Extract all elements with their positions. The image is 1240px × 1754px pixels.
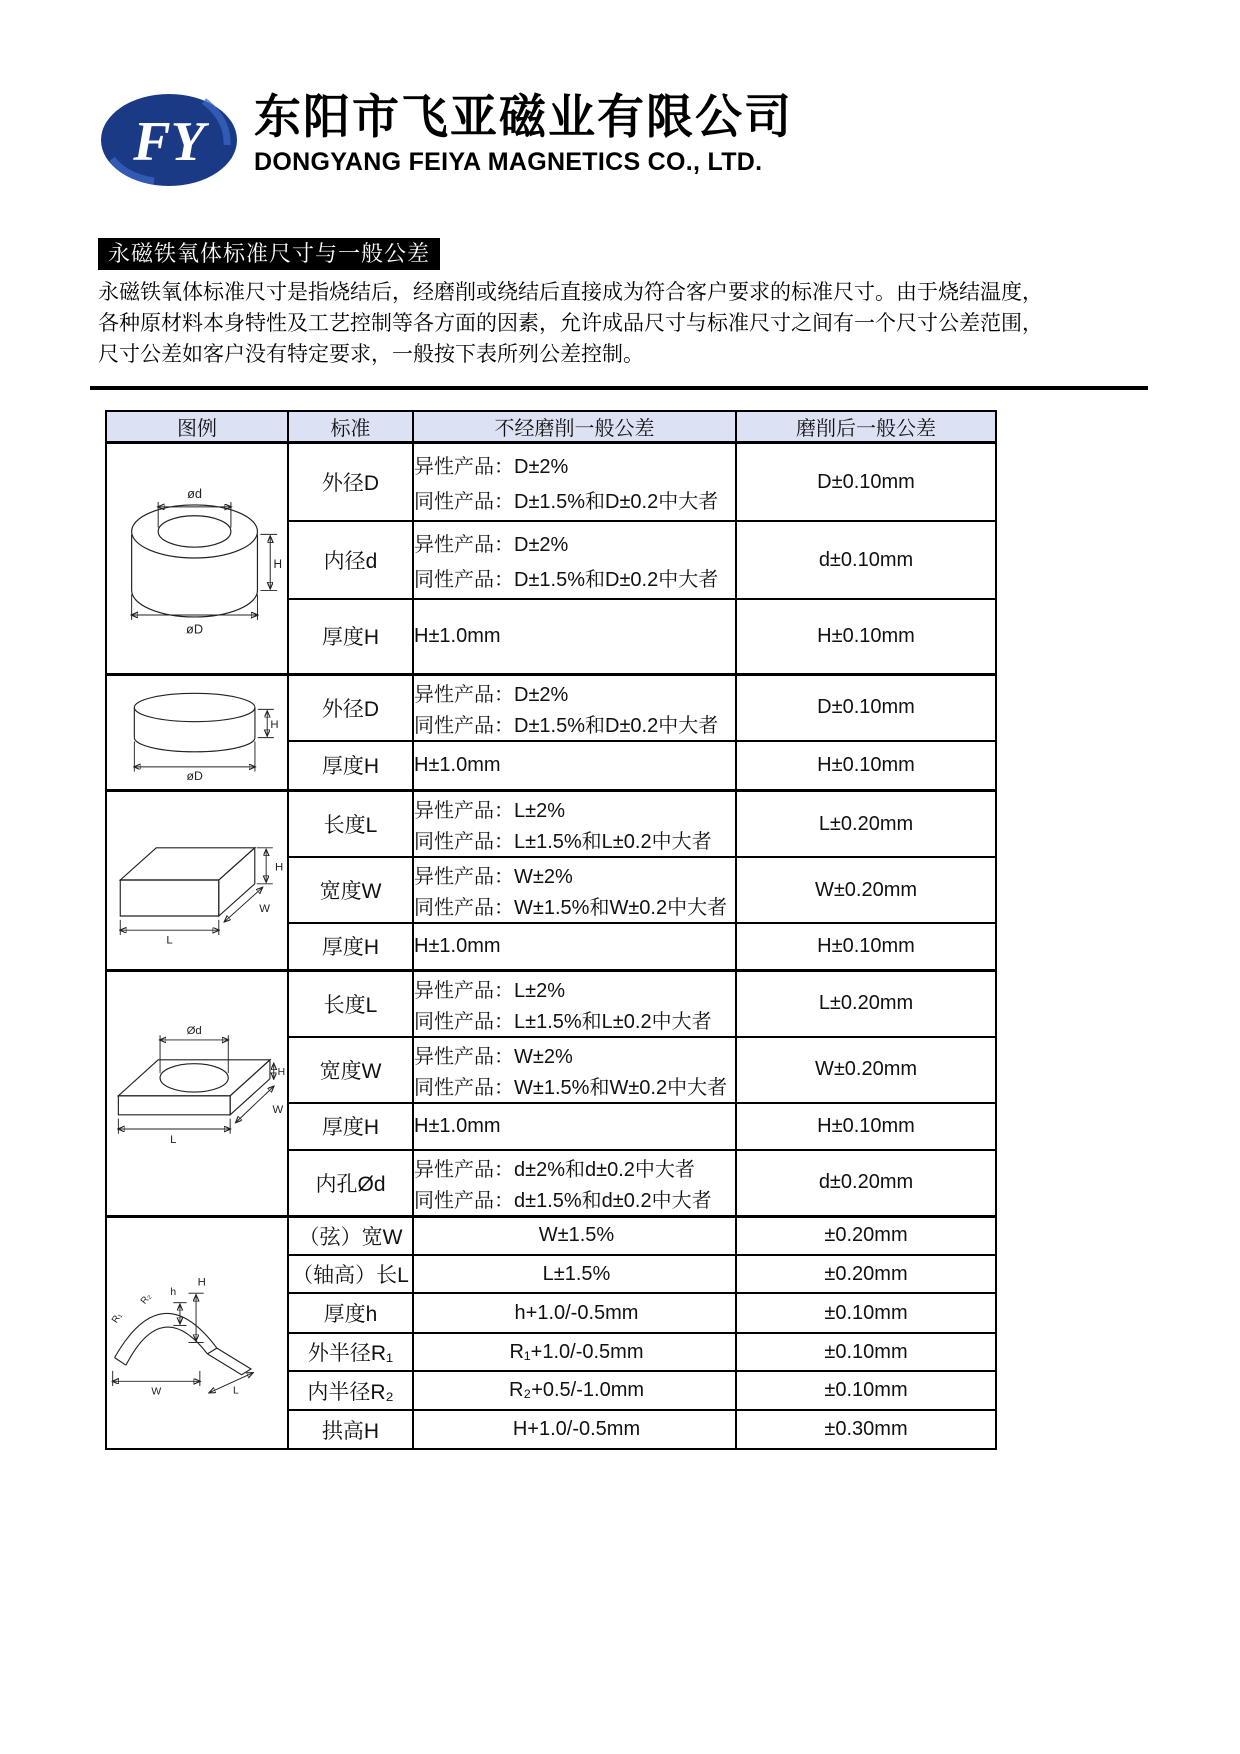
table-header-row <box>106 411 996 443</box>
ground-tolerance-cell: W±0.20mm <box>736 1037 996 1103</box>
header-standard: 标准 <box>288 411 413 443</box>
tolerance-line: 异性产品：L±2% <box>414 800 566 822</box>
dim-label-arch-height: H <box>197 1276 206 1289</box>
standard-label: 长度L <box>288 791 413 858</box>
tolerance-line: 同性产品：D±1.5%和D±0.2中大者 <box>414 714 719 737</box>
ground-tolerance-cell: L±0.20mm <box>736 970 996 1037</box>
dim-label-outer-diameter: øD <box>186 621 204 637</box>
standard-label: 长度L <box>288 970 413 1037</box>
dim-label-width: W <box>151 1386 162 1398</box>
dim-label-height: H <box>274 861 284 874</box>
dim-label-width: W <box>272 1103 284 1116</box>
standard-label: 外径D <box>288 674 413 741</box>
standard-label: 厚度H <box>288 1103 413 1150</box>
ground-tolerance-cell: H±0.10mm <box>736 923 996 970</box>
dim-label-length: L <box>166 934 173 947</box>
unground-tolerance-cell <box>413 857 736 923</box>
section-arc-segment <box>106 1216 996 1449</box>
ground-tolerance-cell: H±0.10mm <box>736 1103 996 1150</box>
standard-label: 拱高H <box>288 1410 413 1449</box>
ground-tolerance-cell: ±0.30mm <box>736 1410 996 1449</box>
intro-line-2: 各种原材料本身特性及工艺控制等各方面的因素，允许成品尺寸与标准尺寸之间有一个尺寸公差范围， <box>98 312 1043 335</box>
unground-tolerance-cell: R₂+0.5/-1.0mm <box>413 1371 736 1410</box>
ground-tolerance-cell: ±0.10mm <box>736 1293 996 1333</box>
horizontal-rule <box>90 386 1148 390</box>
dim-label-height: H <box>277 1067 286 1078</box>
table-row <box>106 1216 996 1255</box>
ground-tolerance-cell: L±0.20mm <box>736 791 996 858</box>
tolerance-line: 异性产品：W±2% <box>414 1045 573 1068</box>
dim-label-length: L <box>232 1385 239 1397</box>
unground-tolerance-cell <box>413 1150 736 1217</box>
dim-label-inner-radius: R₂ <box>138 1291 154 1307</box>
ground-tolerance-cell: D±0.10mm <box>736 674 996 741</box>
company-name-en: DONGYANG FEIYA MAGNETICS CO., LTD. <box>254 147 763 176</box>
table-row <box>106 443 996 522</box>
table-row <box>106 970 996 1037</box>
dim-label-outer-radius: R₁ <box>109 1310 125 1325</box>
unground-tolerance-cell: H+1.0/-0.5mm <box>413 1410 736 1449</box>
dim-label-width: W <box>259 903 270 916</box>
tolerance-line: 同性产品：W±1.5%和W±0.2中大者 <box>414 897 728 919</box>
tolerance-line: 异性产品：L±2% <box>414 979 566 1002</box>
unground-tolerance-cell <box>413 1103 736 1150</box>
block-with-hole-magnet-diagram <box>106 970 288 1216</box>
ground-tolerance-cell: W±0.20mm <box>736 857 996 923</box>
standard-label: 外半径R₁ <box>288 1333 413 1371</box>
tolerance-line: H±1.0mm <box>414 1114 501 1137</box>
logo-monogram: FY <box>133 111 205 173</box>
tolerance-line: 异性产品：D±2% <box>414 534 569 556</box>
ground-tolerance-cell: d±0.10mm <box>736 521 996 599</box>
tolerance-line: 异性产品：D±2% <box>414 456 569 478</box>
standard-label: 内半径R₂ <box>288 1371 413 1410</box>
unground-tolerance-cell <box>413 741 736 791</box>
standard-label: 外径D <box>288 443 413 522</box>
tolerance-line: 同性产品：W±1.5%和W±0.2中大者 <box>414 1076 728 1099</box>
tolerance-line: 同性产品：L±1.5%和L±0.2中大者 <box>414 1010 712 1033</box>
standard-label: 厚度H <box>288 741 413 791</box>
ring-magnet-diagram <box>106 443 288 675</box>
section-ring <box>106 443 996 675</box>
intro-line-1: 永磁铁氧体标准尺寸是指烧结后，经磨削或绕结后直接成为符合客户要求的标准尺寸。由于烧结温度， <box>98 281 1043 304</box>
dim-label-length: L <box>170 1134 177 1147</box>
standard-label: 内径d <box>288 521 413 599</box>
arc-segment-magnet-diagram <box>106 1216 288 1449</box>
intro-paragraph <box>98 277 1138 370</box>
block-magnet-diagram <box>106 791 288 971</box>
header-ground-tolerance: 磨削后一般公差 <box>736 411 996 443</box>
standard-label: 厚度H <box>288 599 413 674</box>
dim-label-inner-diameter: ød <box>187 486 202 502</box>
unground-tolerance-cell: R₁+1.0/-0.5mm <box>413 1333 736 1371</box>
tolerance-line: 同性产品：D±1.5%和D±0.2中大者 <box>414 569 719 591</box>
unground-tolerance-cell: h+1.0/-0.5mm <box>413 1293 736 1333</box>
tolerance-line: 同性产品：D±1.5%和D±0.2中大者 <box>414 491 719 513</box>
standard-label: 厚度h <box>288 1293 413 1333</box>
ground-tolerance-cell: ±0.10mm <box>736 1333 996 1371</box>
standard-label: 宽度W <box>288 857 413 923</box>
disc-magnet-diagram <box>106 674 288 791</box>
tolerance-line: 同性产品：L±1.5%和L±0.2中大者 <box>414 831 712 853</box>
company-header <box>100 90 793 187</box>
unground-tolerance-cell <box>413 923 736 970</box>
standard-label: （轴高）长L <box>288 1255 413 1293</box>
section-disc <box>106 674 996 791</box>
unground-tolerance-cell <box>413 599 736 674</box>
dim-label-height: H <box>270 719 279 732</box>
unground-tolerance-cell <box>413 674 736 741</box>
header-legend: 图例 <box>106 411 288 443</box>
table-row <box>106 674 996 741</box>
header-unground-tolerance: 不经磨削一般公差 <box>413 411 736 443</box>
tolerance-table <box>105 410 997 1450</box>
tolerance-line: 异性产品：W±2% <box>414 866 573 888</box>
tolerance-line: 同性产品：d±1.5%和d±0.2中大者 <box>414 1189 712 1212</box>
ground-tolerance-cell: ±0.20mm <box>736 1216 996 1255</box>
tolerance-line: 异性产品：D±2% <box>414 683 569 706</box>
ground-tolerance-cell: D±0.10mm <box>736 443 996 522</box>
section-title: 永磁铁氧体标准尺寸与一般公差 <box>98 238 440 270</box>
unground-tolerance-cell <box>413 1037 736 1103</box>
intro-line-3: 尺寸公差如客户没有特定要求，一般按下表所列公差控制。 <box>98 343 644 366</box>
standard-label: 厚度H <box>288 923 413 970</box>
section-block-with-hole <box>106 970 996 1216</box>
ground-tolerance-cell: H±0.10mm <box>736 741 996 791</box>
ground-tolerance-cell: d±0.20mm <box>736 1150 996 1217</box>
tolerance-line: 异性产品：d±2%和d±0.2中大者 <box>414 1158 695 1181</box>
ground-tolerance-cell: H±0.10mm <box>736 599 996 674</box>
unground-tolerance-cell <box>413 970 736 1037</box>
dim-label-thickness: h <box>170 1286 177 1298</box>
dim-label-hole-diameter: Ød <box>186 1025 202 1038</box>
ground-tolerance-cell: ±0.20mm <box>736 1255 996 1293</box>
unground-tolerance-cell <box>413 521 736 599</box>
dim-label-outer-diameter: øD <box>186 769 203 782</box>
section-block <box>106 791 996 971</box>
fy-logo-icon <box>100 93 238 187</box>
standard-label: 内孔Ød <box>288 1150 413 1217</box>
unground-tolerance-cell: W±1.5% <box>413 1216 736 1255</box>
standard-label: 宽度W <box>288 1037 413 1103</box>
unground-tolerance-cell <box>413 791 736 858</box>
standard-label: （弦）宽W <box>288 1216 413 1255</box>
company-names <box>254 90 793 177</box>
tolerance-line: H±1.0mm <box>414 624 501 647</box>
unground-tolerance-cell: L±1.5% <box>413 1255 736 1293</box>
ground-tolerance-cell: ±0.10mm <box>736 1371 996 1410</box>
tolerance-line: H±1.0mm <box>414 934 501 957</box>
company-name-cn: 东阳市飞亚磁业有限公司 <box>254 90 793 143</box>
dim-label-height: H <box>273 558 283 572</box>
tolerance-line: H±1.0mm <box>414 753 501 776</box>
unground-tolerance-cell <box>413 443 736 522</box>
table-row <box>106 791 996 858</box>
